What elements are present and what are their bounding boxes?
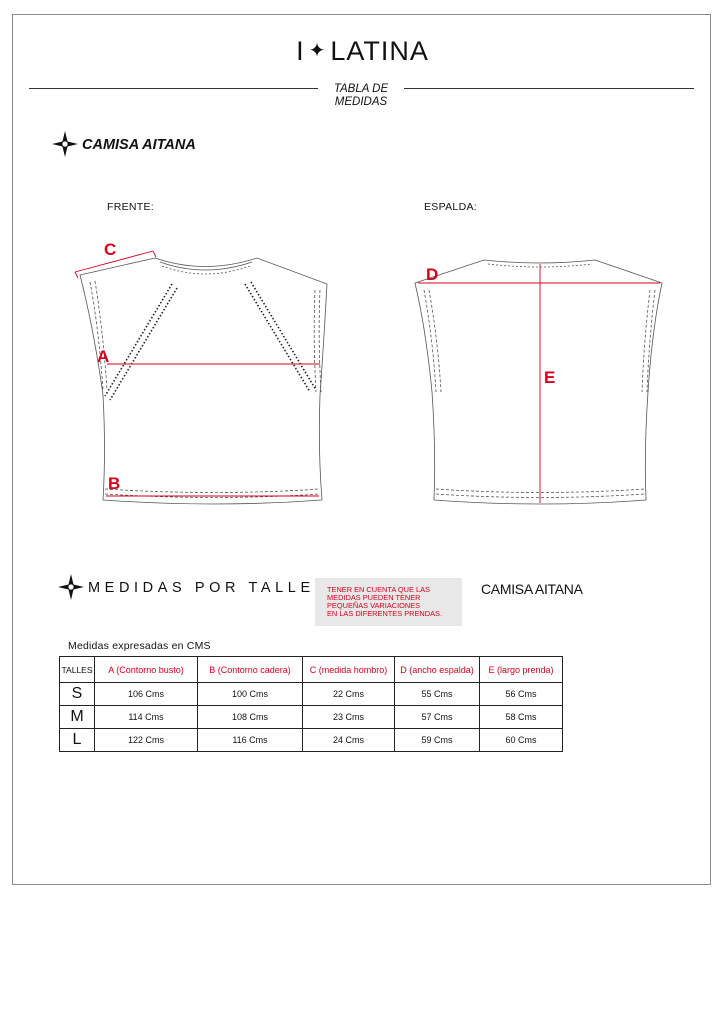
header-a: A (Contorno busto) [95, 657, 198, 683]
back-label: ESPALDA: [424, 201, 477, 213]
marker-b: B [108, 474, 121, 493]
product-title: CAMISA AITANA [82, 137, 196, 153]
sizes-section-title: MEDIDAS POR TALLE [88, 580, 315, 596]
size-table [59, 656, 563, 752]
size-cell: M [60, 706, 95, 729]
subtitle-line-1: TABLA DE [333, 83, 389, 95]
front-label: FRENTE: [107, 201, 155, 213]
table-cell: 58 Cms [480, 706, 563, 729]
table-cell: 56 Cms [480, 683, 563, 706]
subtitle-line-2: MEDIDAS [334, 96, 388, 108]
header-d: D (ancho espalda) [395, 657, 480, 683]
back-measure-lines [418, 264, 660, 503]
marker-d: D [426, 265, 439, 284]
size-cell: L [60, 729, 95, 752]
marker-c: C [104, 240, 117, 259]
table-cell: 116 Cms [198, 729, 303, 752]
table-cell: 106 Cms [95, 683, 198, 706]
table-cell: 22 Cms [303, 683, 395, 706]
front-measure-lines [75, 251, 320, 496]
table-cell: 122 Cms [95, 729, 198, 752]
table-cell: 57 Cms [395, 706, 480, 729]
section-star-icon [57, 573, 85, 601]
table-cell: 100 Cms [198, 683, 303, 706]
table-cell: 60 Cms [480, 729, 563, 752]
note-line: MEDIDAS PUEDEN TENER [327, 593, 421, 602]
table-cell: 114 Cms [95, 706, 198, 729]
marker-a: A [97, 347, 110, 366]
table-cell: 24 Cms [303, 729, 395, 752]
brand-name: LATINA [330, 36, 429, 66]
table-cell: 55 Cms [395, 683, 480, 706]
front-garment [80, 258, 327, 504]
note-line: PEQUEÑAS VARIACIONES [327, 601, 421, 610]
header-talles: TALLES [60, 657, 95, 683]
header-b: B (Contorno cadera) [198, 657, 303, 683]
table-row [60, 683, 563, 706]
table-cell: 23 Cms [303, 706, 395, 729]
units-note: Medidas expresadas en CMS [68, 640, 211, 652]
size-cell: S [60, 683, 95, 706]
variation-note [315, 578, 462, 626]
table-row [60, 706, 563, 729]
table-cell: 59 Cms [395, 729, 480, 752]
header-e: E (largo prenda) [480, 657, 563, 683]
table-header-row [60, 657, 563, 683]
table-cell: 108 Cms [198, 706, 303, 729]
marker-e: E [544, 368, 556, 387]
note-line: TENER EN CUENTA QUE LAS [327, 585, 430, 594]
sizes-product-name: CAMISA AITANA [481, 581, 583, 597]
brand-star-icon: ✦ [308, 40, 327, 62]
note-line: EN LAS DIFERENTES PRENDAS. [327, 609, 442, 618]
brand-letter: I [296, 36, 305, 66]
back-garment [415, 260, 662, 504]
table-row [60, 729, 563, 752]
header-c: C (medida hombro) [303, 657, 395, 683]
